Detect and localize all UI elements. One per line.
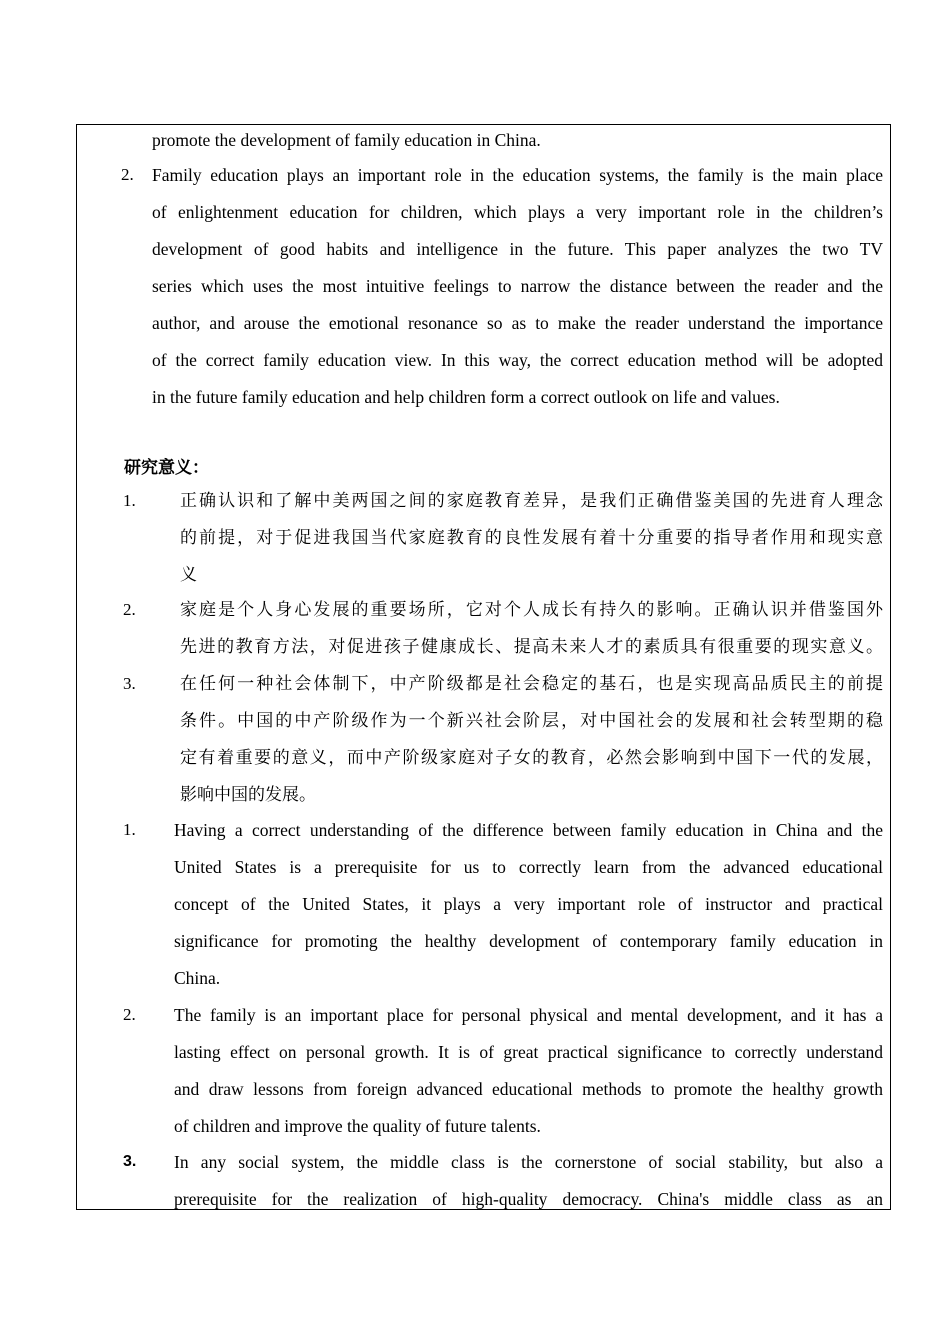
paragraph-line: lasting effect on personal growth. It is of great practical significance to correctly understand xyxy=(174,1042,883,1062)
paragraph-line: 的前提，对于促进我国当代家庭教育的良性发展有着十分重要的指导者作用和现实意 xyxy=(180,528,883,548)
paragraph-line: Having a correct understanding of the difference between family education in China and the xyxy=(174,820,883,840)
paragraph-line: in the future family education and help children form a correct outlook on life and values. xyxy=(152,387,780,407)
paragraph-line: concept of the United States, it plays a very important role of instructor and practical xyxy=(174,894,883,914)
section-heading: 研究意义： xyxy=(124,458,209,478)
paragraph-line: 影响中国的发展。 xyxy=(180,785,316,805)
paragraph-line: author, and arouse the emotional resonance so as to make the reader understand the importance xyxy=(152,313,883,333)
paragraph-line: of enlightenment education for children, which plays a very important role in the children’s xyxy=(152,202,883,222)
list-number: 1. xyxy=(123,491,136,510)
list-number: 2. xyxy=(121,165,134,184)
paragraph-line: and draw lessons from foreign advanced educational methods to promote the healthy growth xyxy=(174,1079,883,1099)
paragraph-line: significance for promoting the healthy development of contemporary family education in xyxy=(174,931,883,951)
paragraph-line: of the correct family education view. In this way, the correct education method will be adopted xyxy=(152,350,883,370)
paragraph-line: China. xyxy=(174,968,221,988)
paragraph-line: 家庭是个人身心发展的重要场所，它对个人成长有持久的影响。正确认识并借鉴国外 xyxy=(180,600,883,620)
paragraph-line: promote the development of family education in China. xyxy=(152,130,541,150)
paragraph-line: In any social system, the middle class is the cornerstone of social stability, but also a xyxy=(174,1152,883,1172)
list-number: 3. xyxy=(123,674,136,693)
paragraph-line: 在任何一种社会体制下，中产阶级都是社会稳定的基石，也是实现高品质民主的前提 xyxy=(180,674,883,694)
paragraph-line: 正确认识和了解中美两国之间的家庭教育差异，是我们正确借鉴美国的先进育人理念 xyxy=(180,491,883,511)
paragraph-line: Family education plays an important role in the education systems, the family is the main place xyxy=(152,165,883,185)
paragraph-line: 先进的教育方法，对促进孩子健康成长、提高未来人才的素质具有很重要的现实意义。 xyxy=(180,637,883,657)
paragraph-line: The family is an important place for personal physical and mental development, and it has a xyxy=(174,1005,883,1025)
document-table-cell xyxy=(76,124,891,1210)
paragraph-line: 义 xyxy=(180,565,197,585)
paragraph-line: series which uses the most intuitive feelings to narrow the distance between the reader and the xyxy=(152,276,883,296)
paragraph-line: United States is a prerequisite for us to correctly learn from the advanced educational xyxy=(174,857,883,877)
list-number: 3. xyxy=(123,1153,137,1170)
paragraph-line: 条件。中国的中产阶级作为一个新兴社会阶层，对中国社会的发展和社会转型期的稳 xyxy=(180,711,883,731)
paragraph-line: of children and improve the quality of future talents. xyxy=(174,1116,541,1136)
list-number: 1. xyxy=(123,820,136,839)
paragraph-line: development of good habits and intelligence in the future. This paper analyzes the two TV xyxy=(152,239,883,259)
paragraph-line: 定有着重要的意义，而中产阶级家庭对子女的教育，必然会影响到中国下一代的发展， xyxy=(180,748,883,768)
list-number: 2. xyxy=(123,1005,136,1024)
list-number: 2. xyxy=(123,600,136,619)
paragraph-line: prerequisite for the realization of high-quality democracy. China's middle class as an xyxy=(174,1189,883,1209)
